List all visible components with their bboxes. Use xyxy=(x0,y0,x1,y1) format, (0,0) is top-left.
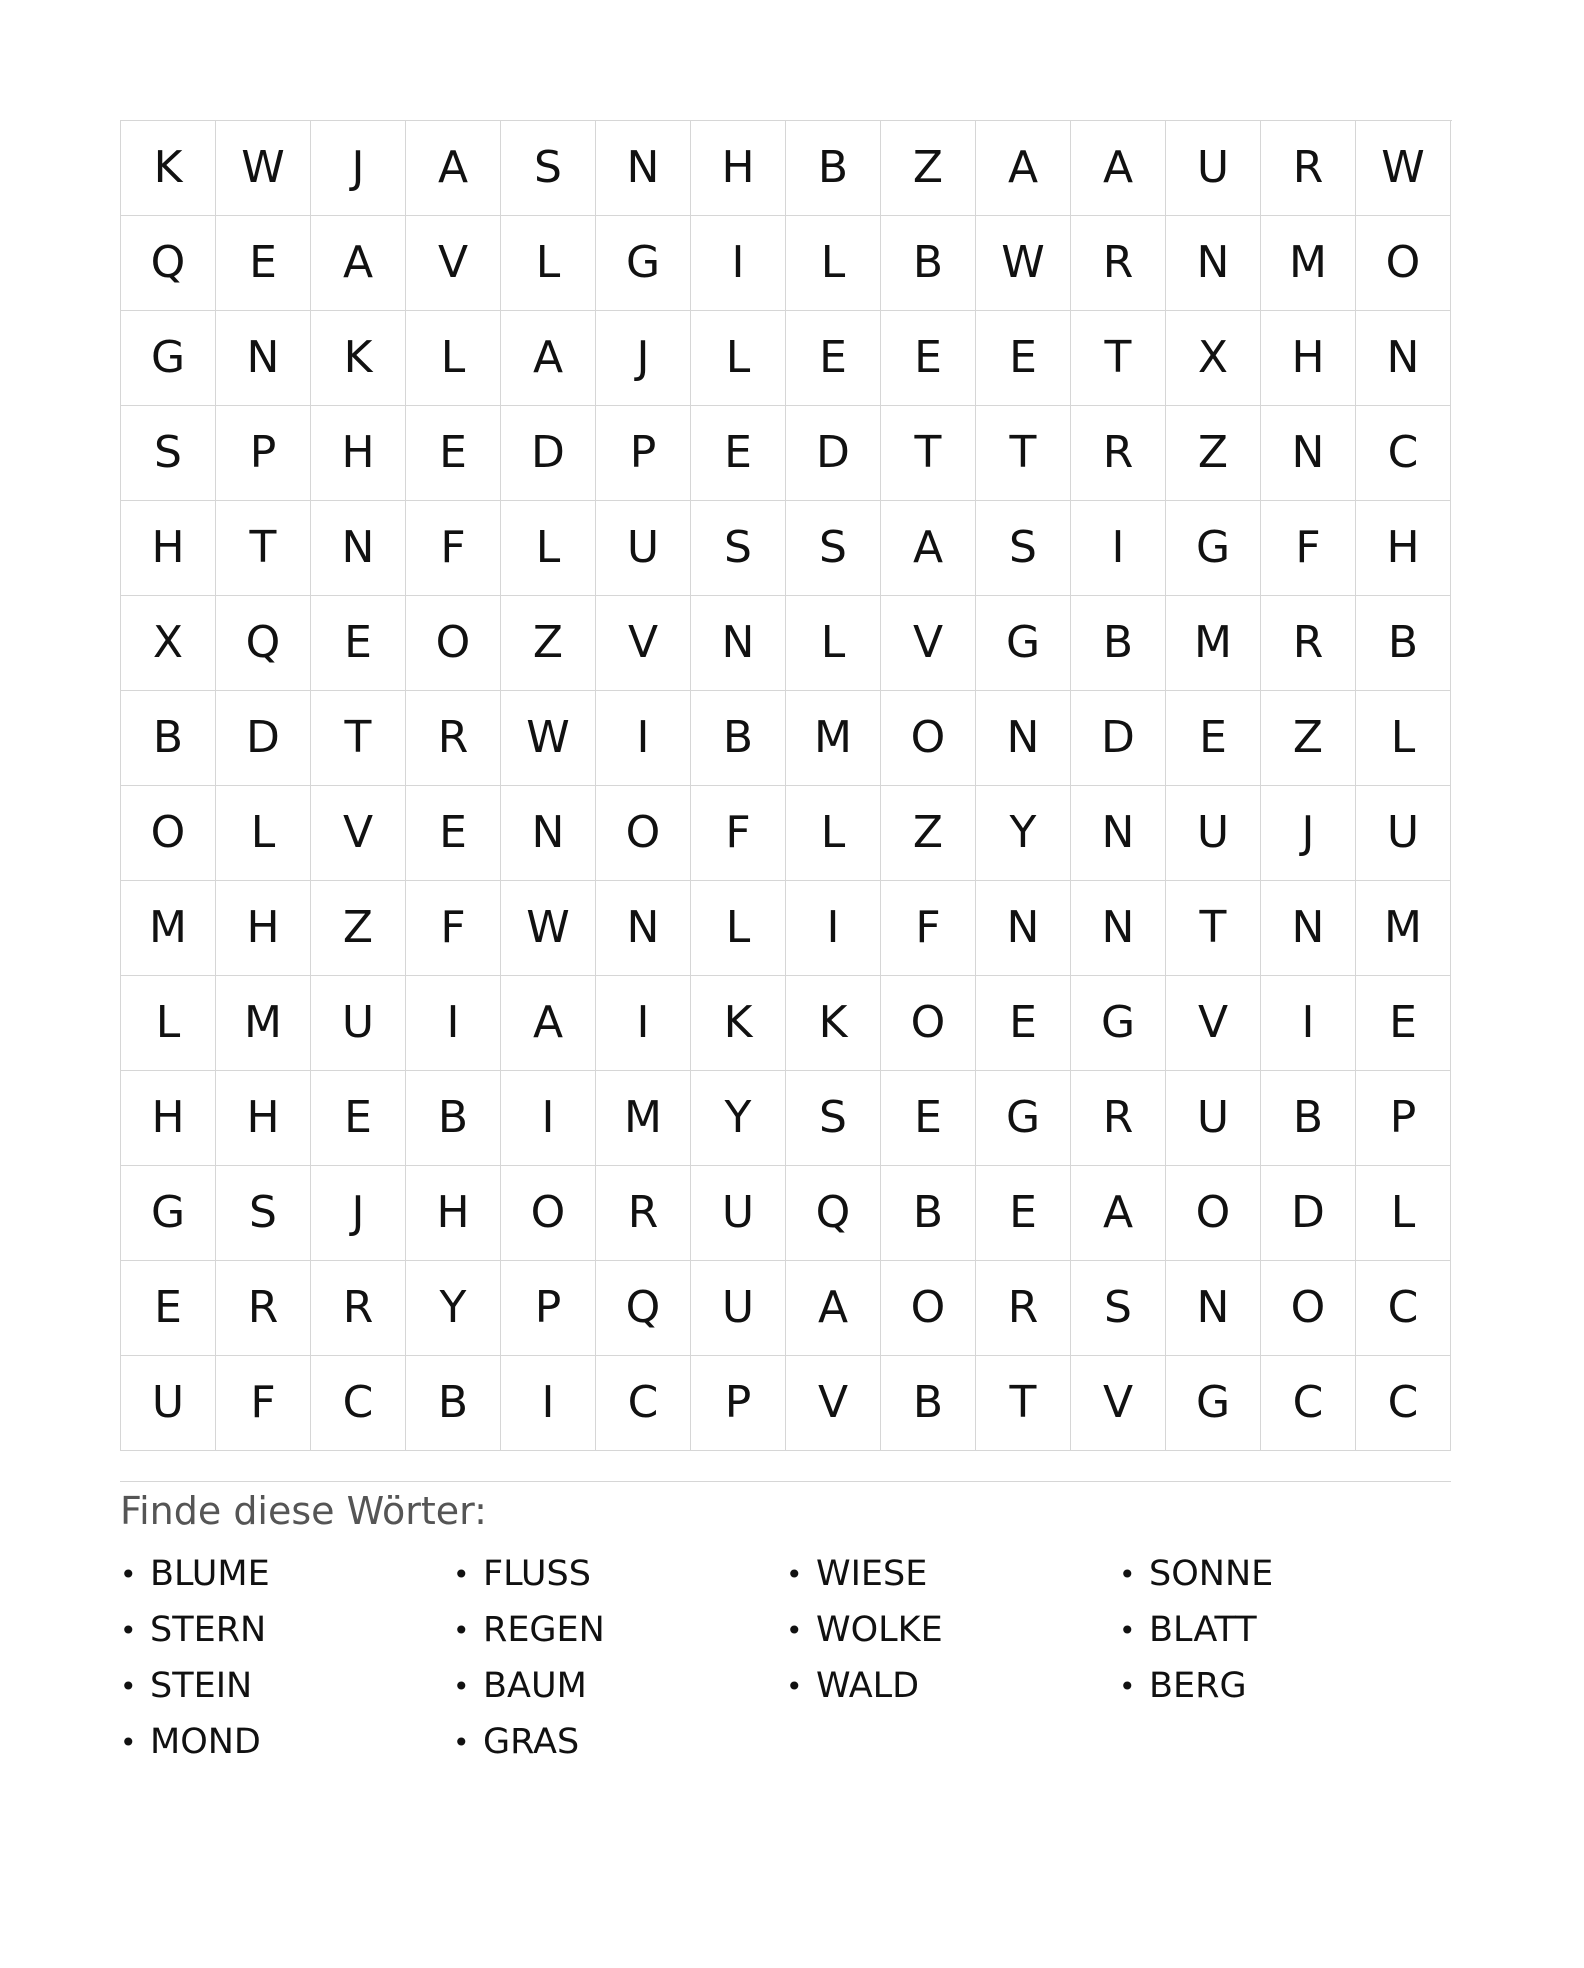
grid-cell[interactable]: U xyxy=(311,976,406,1071)
grid-cell[interactable]: A xyxy=(311,216,406,311)
grid-cell[interactable]: S xyxy=(501,121,596,216)
grid-cell[interactable]: V xyxy=(786,1356,881,1451)
grid-cell[interactable]: V xyxy=(881,596,976,691)
grid-cell[interactable]: N xyxy=(976,881,1071,976)
grid-cell[interactable]: S xyxy=(786,1071,881,1166)
grid-cell[interactable]: N xyxy=(691,596,786,691)
bullet-icon: • xyxy=(1119,1613,1136,1647)
grid-cell[interactable]: A xyxy=(881,501,976,596)
grid-cell[interactable]: Q xyxy=(216,596,311,691)
grid-cell[interactable]: E xyxy=(786,311,881,406)
grid-cell[interactable]: Q xyxy=(121,216,216,311)
grid-cell[interactable]: A xyxy=(786,1261,881,1356)
word-label: STEIN xyxy=(150,1666,253,1706)
grid-cell[interactable]: D xyxy=(1261,1166,1356,1261)
grid-cell[interactable]: N xyxy=(1356,311,1451,406)
grid-cell[interactable]: P xyxy=(216,406,311,501)
grid-cell[interactable]: B xyxy=(881,1166,976,1261)
grid-cell[interactable]: R xyxy=(1261,596,1356,691)
grid-cell[interactable]: S xyxy=(976,501,1071,596)
grid-cell[interactable]: E xyxy=(311,1071,406,1166)
grid-cell[interactable]: C xyxy=(1261,1356,1356,1451)
grid-cell[interactable]: L xyxy=(501,501,596,596)
grid-cell[interactable]: B xyxy=(1071,596,1166,691)
grid-cell[interactable]: U xyxy=(1166,1071,1261,1166)
grid-cell[interactable]: U xyxy=(1166,786,1261,881)
grid-cell[interactable]: D xyxy=(216,691,311,786)
word-list-item xyxy=(120,1546,453,1602)
grid-cell[interactable]: E xyxy=(406,786,501,881)
grid-cell[interactable]: M xyxy=(1166,596,1261,691)
grid-cell[interactable]: L xyxy=(691,881,786,976)
grid-cell[interactable]: U xyxy=(121,1356,216,1451)
bullet-icon: • xyxy=(120,1669,137,1703)
grid-cell[interactable]: D xyxy=(786,406,881,501)
grid-cell[interactable]: E xyxy=(881,1071,976,1166)
word-label: WIESE xyxy=(816,1554,928,1594)
grid-cell[interactable]: J xyxy=(311,1166,406,1261)
grid-cell[interactable]: L xyxy=(121,976,216,1071)
grid-cell[interactable]: J xyxy=(596,311,691,406)
grid-cell[interactable]: C xyxy=(311,1356,406,1451)
grid-cell[interactable]: I xyxy=(501,1071,596,1166)
word-list-item xyxy=(786,1658,1119,1714)
word-label: STERN xyxy=(150,1610,267,1650)
grid-cell[interactable]: U xyxy=(596,501,691,596)
grid-cell[interactable]: B xyxy=(406,1071,501,1166)
grid-cell[interactable]: Z xyxy=(881,786,976,881)
grid-cell[interactable]: C xyxy=(596,1356,691,1451)
grid-cell[interactable]: Y xyxy=(406,1261,501,1356)
grid-cell[interactable]: U xyxy=(691,1261,786,1356)
grid-cell[interactable]: H xyxy=(311,406,406,501)
grid-cell[interactable]: A xyxy=(976,121,1071,216)
grid-cell[interactable]: M xyxy=(1356,881,1451,976)
grid-cell[interactable]: M xyxy=(786,691,881,786)
grid-cell[interactable]: I xyxy=(786,881,881,976)
grid-cell[interactable]: M xyxy=(596,1071,691,1166)
grid-cell[interactable]: E xyxy=(881,311,976,406)
grid-cell[interactable]: G xyxy=(596,216,691,311)
grid-cell[interactable]: V xyxy=(1071,1356,1166,1451)
bullet-icon: • xyxy=(120,1725,137,1759)
grid-cell[interactable]: R xyxy=(1071,406,1166,501)
grid-cell[interactable]: E xyxy=(976,976,1071,1071)
grid-cell[interactable]: I xyxy=(596,976,691,1071)
bullet-icon: • xyxy=(786,1557,803,1591)
grid-cell[interactable]: C xyxy=(1356,406,1451,501)
grid-cell[interactable]: O xyxy=(881,691,976,786)
grid-cell[interactable]: Q xyxy=(596,1261,691,1356)
word-label: BLUME xyxy=(150,1554,270,1594)
grid-cell[interactable]: O xyxy=(881,976,976,1071)
grid-cell[interactable]: I xyxy=(1261,976,1356,1071)
grid-cell[interactable]: M xyxy=(121,881,216,976)
grid-cell[interactable]: H xyxy=(121,1071,216,1166)
grid-cell[interactable]: L xyxy=(501,216,596,311)
grid-cell[interactable]: R xyxy=(216,1261,311,1356)
grid-cell[interactable]: P xyxy=(1356,1071,1451,1166)
grid-cell[interactable]: F xyxy=(216,1356,311,1451)
grid-cell[interactable]: E xyxy=(121,1261,216,1356)
grid-cell[interactable]: A xyxy=(1071,121,1166,216)
grid-cell[interactable]: F xyxy=(406,881,501,976)
word-label: SONNE xyxy=(1149,1554,1274,1594)
grid-cell[interactable]: T xyxy=(881,406,976,501)
grid-cell[interactable]: Z xyxy=(501,596,596,691)
grid-cell[interactable]: C xyxy=(1356,1261,1451,1356)
grid-cell[interactable]: T xyxy=(976,406,1071,501)
grid-cell[interactable]: U xyxy=(1166,121,1261,216)
grid-cell[interactable]: R xyxy=(1261,121,1356,216)
grid-cell[interactable]: B xyxy=(786,121,881,216)
grid-cell[interactable]: N xyxy=(501,786,596,881)
grid-cell[interactable]: T xyxy=(1166,881,1261,976)
grid-cell[interactable]: N xyxy=(596,881,691,976)
grid-cell[interactable]: H xyxy=(121,501,216,596)
grid-cell[interactable]: E xyxy=(216,216,311,311)
grid-cell[interactable]: O xyxy=(121,786,216,881)
grid-cell[interactable]: V xyxy=(1166,976,1261,1071)
grid-cell[interactable]: N xyxy=(976,691,1071,786)
word-label: WOLKE xyxy=(816,1610,943,1650)
grid-cell[interactable]: S xyxy=(1071,1261,1166,1356)
word-list-item xyxy=(453,1546,786,1602)
grid-cell[interactable]: O xyxy=(1166,1166,1261,1261)
word-list-item xyxy=(120,1714,453,1770)
grid-cell[interactable]: J xyxy=(311,121,406,216)
grid-cell[interactable]: E xyxy=(976,311,1071,406)
grid-cell[interactable]: R xyxy=(596,1166,691,1261)
grid-cell[interactable]: Z xyxy=(311,881,406,976)
grid-cell[interactable]: L xyxy=(786,786,881,881)
grid-cell[interactable]: R xyxy=(976,1261,1071,1356)
bullet-icon: • xyxy=(786,1669,803,1703)
grid-cell[interactable]: W xyxy=(216,121,311,216)
word-list-item xyxy=(120,1602,453,1658)
grid-cell[interactable]: I xyxy=(406,976,501,1071)
bullet-icon: • xyxy=(120,1557,137,1591)
grid-cell[interactable]: X xyxy=(121,596,216,691)
grid-cell[interactable]: C xyxy=(1356,1356,1451,1451)
grid-cell[interactable]: U xyxy=(1356,786,1451,881)
grid-cell[interactable]: P xyxy=(691,1356,786,1451)
grid-cell[interactable]: O xyxy=(406,596,501,691)
bullet-icon: • xyxy=(453,1725,470,1759)
grid-cell[interactable]: Z xyxy=(1166,406,1261,501)
divider xyxy=(120,1481,1451,1482)
grid-cell[interactable]: B xyxy=(121,691,216,786)
grid-cell[interactable]: S xyxy=(121,406,216,501)
grid-cell[interactable]: O xyxy=(501,1166,596,1261)
grid-cell[interactable]: O xyxy=(881,1261,976,1356)
grid-cell[interactable]: I xyxy=(501,1356,596,1451)
word-list-item xyxy=(786,1546,1119,1602)
grid-cell[interactable]: F xyxy=(881,881,976,976)
grid-cell[interactable]: N xyxy=(1071,881,1166,976)
grid-cell[interactable]: N xyxy=(1261,406,1356,501)
word-list-item xyxy=(453,1658,786,1714)
bullet-icon: • xyxy=(453,1613,470,1647)
grid-cell[interactable]: B xyxy=(406,1356,501,1451)
grid-cell[interactable]: H xyxy=(406,1166,501,1261)
grid-cell[interactable]: H xyxy=(216,1071,311,1166)
word-label: GRAS xyxy=(483,1722,580,1762)
grid-cell[interactable]: F xyxy=(406,501,501,596)
grid-cell[interactable]: D xyxy=(501,406,596,501)
grid-cell[interactable]: G xyxy=(1071,976,1166,1071)
grid-cell[interactable]: A xyxy=(406,121,501,216)
grid-cell[interactable]: G xyxy=(1166,501,1261,596)
grid-cell[interactable]: K xyxy=(786,976,881,1071)
grid-cell[interactable]: H xyxy=(1261,311,1356,406)
bullet-icon: • xyxy=(1119,1557,1136,1591)
grid-cell[interactable]: H xyxy=(1356,501,1451,596)
grid-cell[interactable]: J xyxy=(1261,786,1356,881)
letter-grid xyxy=(120,120,1452,1451)
grid-cell[interactable]: B xyxy=(1261,1071,1356,1166)
word-list-item xyxy=(120,1658,453,1714)
grid-cell[interactable]: T xyxy=(311,691,406,786)
grid-cell[interactable]: N xyxy=(1261,881,1356,976)
grid-cell[interactable]: W xyxy=(501,691,596,786)
grid-cell[interactable]: I xyxy=(596,691,691,786)
word-list-item xyxy=(453,1602,786,1658)
grid-cell[interactable]: S xyxy=(216,1166,311,1261)
grid-cell[interactable]: L xyxy=(406,311,501,406)
grid-cell[interactable]: L xyxy=(786,596,881,691)
grid-cell[interactable]: G xyxy=(121,1166,216,1261)
grid-cell[interactable]: Z xyxy=(881,121,976,216)
grid-cell[interactable]: V xyxy=(406,216,501,311)
grid-cell[interactable]: T xyxy=(976,1356,1071,1451)
word-search-sheet xyxy=(120,120,1450,1770)
grid-cell[interactable]: E xyxy=(691,406,786,501)
grid-cell[interactable]: E xyxy=(1166,691,1261,786)
grid-cell[interactable]: B xyxy=(691,691,786,786)
grid-cell[interactable]: K xyxy=(121,121,216,216)
grid-cell[interactable]: Z xyxy=(1261,691,1356,786)
grid-cell[interactable]: P xyxy=(501,1261,596,1356)
grid-cell[interactable]: A xyxy=(501,311,596,406)
grid-cell[interactable]: E xyxy=(976,1166,1071,1261)
grid-cell[interactable]: L xyxy=(786,216,881,311)
word-list-item xyxy=(453,1714,786,1770)
grid-cell[interactable]: S xyxy=(691,501,786,596)
grid-cell[interactable]: B xyxy=(881,1356,976,1451)
grid-cell[interactable]: B xyxy=(1356,596,1451,691)
word-list xyxy=(120,1546,1450,1770)
grid-cell[interactable]: G xyxy=(121,311,216,406)
bullet-icon: • xyxy=(453,1557,470,1591)
grid-cell[interactable]: T xyxy=(1071,311,1166,406)
grid-cell[interactable]: N xyxy=(1166,1261,1261,1356)
word-label: MOND xyxy=(150,1722,261,1762)
word-list-item xyxy=(1119,1602,1452,1658)
bullet-icon: • xyxy=(120,1613,137,1647)
grid-cell[interactable]: E xyxy=(406,406,501,501)
grid-cell[interactable]: W xyxy=(976,216,1071,311)
grid-cell[interactable]: L xyxy=(216,786,311,881)
grid-cell[interactable]: M xyxy=(1261,216,1356,311)
grid-cell[interactable]: V xyxy=(596,596,691,691)
grid-cell[interactable]: L xyxy=(1356,1166,1451,1261)
grid-cell[interactable]: D xyxy=(1071,691,1166,786)
grid-cell[interactable]: O xyxy=(596,786,691,881)
grid-cell[interactable]: G xyxy=(1166,1356,1261,1451)
grid-cell[interactable]: W xyxy=(1356,121,1451,216)
word-label: BAUM xyxy=(483,1666,587,1706)
grid-cell[interactable]: Y xyxy=(976,786,1071,881)
grid-cell[interactable]: R xyxy=(406,691,501,786)
grid-cell[interactable]: T xyxy=(216,501,311,596)
grid-cell[interactable]: F xyxy=(691,786,786,881)
grid-cell[interactable]: O xyxy=(1356,216,1451,311)
bullet-icon: • xyxy=(1119,1669,1136,1703)
grid-cell[interactable]: L xyxy=(1356,691,1451,786)
word-label: BLATT xyxy=(1149,1610,1257,1650)
grid-cell[interactable]: K xyxy=(311,311,406,406)
grid-cell[interactable]: I xyxy=(691,216,786,311)
word-list-item xyxy=(1119,1658,1452,1714)
grid-cell[interactable]: Y xyxy=(691,1071,786,1166)
grid-cell[interactable]: N xyxy=(311,501,406,596)
grid-cell[interactable]: F xyxy=(1261,501,1356,596)
grid-cell[interactable]: H xyxy=(691,121,786,216)
grid-cell[interactable]: N xyxy=(596,121,691,216)
word-label: WALD xyxy=(816,1666,920,1706)
bullet-icon: • xyxy=(786,1613,803,1647)
grid-cell[interactable]: U xyxy=(691,1166,786,1261)
grid-cell[interactable]: N xyxy=(1071,786,1166,881)
grid-cell[interactable]: W xyxy=(501,881,596,976)
grid-cell[interactable]: E xyxy=(311,596,406,691)
grid-cell[interactable]: G xyxy=(976,1071,1071,1166)
word-label: REGEN xyxy=(483,1610,605,1650)
grid-cell[interactable]: H xyxy=(216,881,311,976)
grid-cell[interactable]: L xyxy=(691,311,786,406)
grid-cell[interactable]: K xyxy=(691,976,786,1071)
grid-cell[interactable]: A xyxy=(1071,1166,1166,1261)
word-list-title: Finde diese Wörter: xyxy=(120,1489,487,1533)
grid-cell[interactable]: S xyxy=(786,501,881,596)
grid-cell[interactable]: P xyxy=(596,406,691,501)
grid-cell[interactable]: B xyxy=(881,216,976,311)
grid-cell[interactable]: O xyxy=(1261,1261,1356,1356)
grid-cell[interactable]: N xyxy=(1166,216,1261,311)
grid-cell[interactable]: X xyxy=(1166,311,1261,406)
grid-cell[interactable]: V xyxy=(311,786,406,881)
grid-cell[interactable]: R xyxy=(1071,1071,1166,1166)
word-label: FLUSS xyxy=(483,1554,591,1594)
grid-cell[interactable]: Q xyxy=(786,1166,881,1261)
grid-cell[interactable]: A xyxy=(501,976,596,1071)
grid-cell[interactable]: R xyxy=(311,1261,406,1356)
grid-cell[interactable]: E xyxy=(1356,976,1451,1071)
grid-cell[interactable]: G xyxy=(976,596,1071,691)
grid-cell[interactable]: R xyxy=(1071,216,1166,311)
word-list-item xyxy=(786,1602,1119,1658)
grid-cell[interactable]: M xyxy=(216,976,311,1071)
word-list-item xyxy=(1119,1546,1452,1602)
bullet-icon: • xyxy=(453,1669,470,1703)
word-label: BERG xyxy=(1149,1666,1247,1706)
grid-cell[interactable]: I xyxy=(1071,501,1166,596)
grid-cell[interactable]: N xyxy=(216,311,311,406)
